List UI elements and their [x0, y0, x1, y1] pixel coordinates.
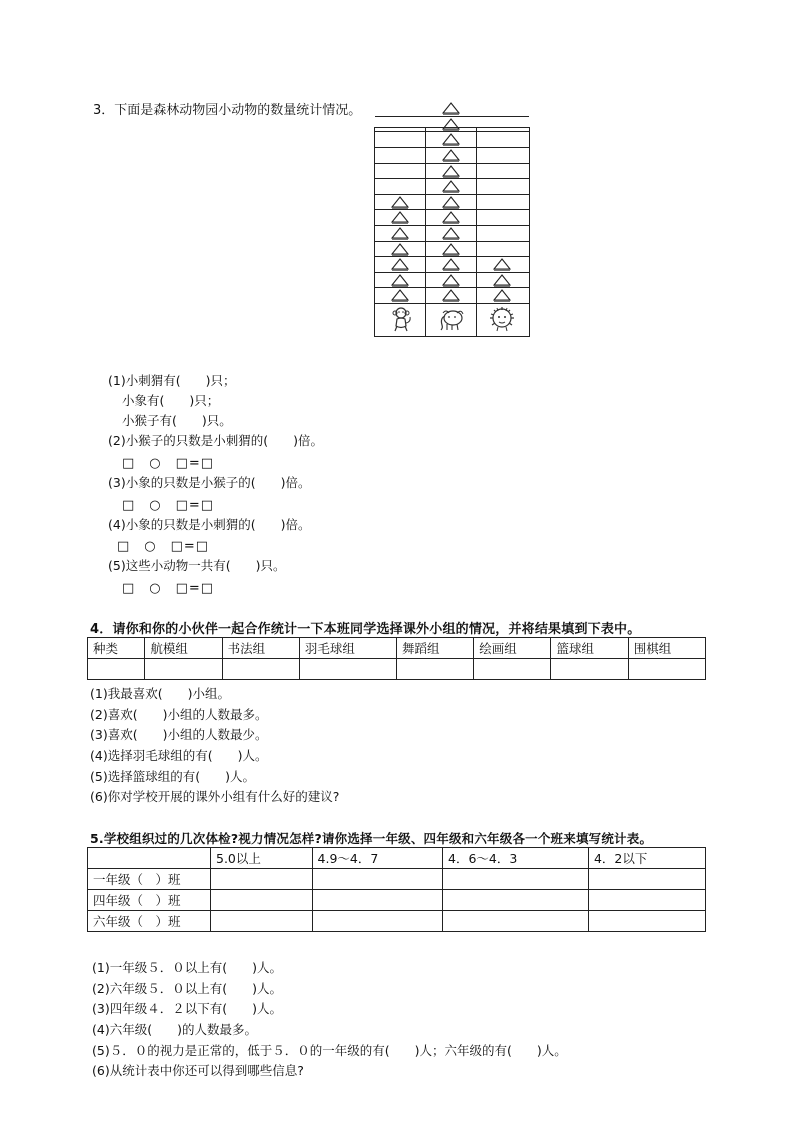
- row-label: 六年级（ ）班: [88, 911, 211, 932]
- table-cell[interactable]: [628, 659, 705, 680]
- q5-line-3: (3)四年级４．２以下有( )人。: [92, 1001, 282, 1016]
- table-cell[interactable]: [588, 869, 705, 890]
- table-header-cell: 4.9～4．7: [312, 848, 442, 869]
- pictograph-row-line: [375, 272, 529, 273]
- table-cell[interactable]: [299, 659, 396, 680]
- table-cell[interactable]: [211, 869, 313, 890]
- q3-equation: □ ○ □=□: [122, 581, 215, 596]
- table-cell[interactable]: [551, 659, 628, 680]
- table-row: [88, 638, 706, 659]
- table-cell[interactable]: [312, 890, 442, 911]
- table-header-cell: 航模组: [145, 638, 222, 659]
- q3-line-8: (4)小象的只数是小刺猬的( )倍。: [108, 517, 311, 532]
- q3-title: 3．下面是森林动物园小动物的数量统计情况。: [93, 103, 362, 118]
- table-header-cell: 篮球组: [551, 638, 628, 659]
- q3-equation: □ ○ □=□: [122, 456, 215, 471]
- pictograph-row-line: [375, 303, 529, 304]
- table-row: [88, 659, 706, 680]
- pictograph-row-line: [375, 256, 529, 257]
- table-header-cell: [88, 848, 211, 869]
- table-header-cell: 4．2以下: [588, 848, 705, 869]
- q5-line-4: (4)六年级( )的人数最多。: [92, 1022, 257, 1037]
- pictograph-row-line: [375, 225, 529, 226]
- table-header-cell: 书法组: [222, 638, 299, 659]
- q5-title: 5.学校组织过的几次体检?视力情况怎样?请你选择一年级、四年级和六年级各一个班来填写统计表。: [90, 831, 653, 846]
- table-cell[interactable]: [211, 890, 313, 911]
- q4-title: 4．请你和你的小伙伴一起合作统计一下本班同学选择课外小组的情况，并将结果填到下表中。: [90, 622, 641, 637]
- table-cell[interactable]: [443, 911, 589, 932]
- pictograph-row-line: [375, 287, 529, 288]
- q3-line-1: (1)小刺猬有( )只；: [108, 373, 236, 388]
- table-header-cell: 种类: [88, 638, 145, 659]
- pictograph-divider: [425, 128, 426, 336]
- pictograph-row-line: [375, 194, 529, 195]
- table-header-cell: 围棋组: [628, 638, 705, 659]
- pictograph-row-line: [375, 147, 529, 148]
- table-cell[interactable]: [312, 911, 442, 932]
- table-row: [88, 848, 706, 869]
- table-row: [88, 890, 706, 911]
- q4-line-4: (4)选择羽毛球组的有( )人。: [90, 748, 268, 763]
- table-header-cell: 5.0以上: [211, 848, 313, 869]
- table-row: [88, 911, 706, 932]
- table-header-cell: 绘画组: [474, 638, 551, 659]
- q3-line-3: 小猴子有( )只。: [122, 413, 232, 428]
- pictograph-row-line: [375, 178, 529, 179]
- row-label: 四年级（ ）班: [88, 890, 211, 911]
- table-cell[interactable]: [222, 659, 299, 680]
- table-header-cell: 羽毛球组: [299, 638, 396, 659]
- table-cell[interactable]: [588, 890, 705, 911]
- pictograph-chart: [374, 127, 530, 337]
- pictograph-row-line: [375, 209, 529, 210]
- q5-line-6: (6)从统计表中你还可以得到哪些信息?: [92, 1063, 304, 1078]
- q4-line-1: (1)我最喜欢( )小组。: [90, 686, 230, 701]
- table-cell[interactable]: [443, 890, 589, 911]
- hedgehog-icon: [488, 306, 516, 336]
- pictograph-row-line: [375, 116, 529, 117]
- pictograph-divider: [476, 128, 477, 336]
- q3-line-4: (2)小猴子的只数是小刺猬的( )倍。: [108, 433, 323, 448]
- pictograph-row-line: [375, 241, 529, 242]
- q4-line-2: (2)喜欢( )小组的人数最多。: [90, 707, 268, 722]
- q3-equation: □ ○ □=□: [117, 539, 210, 554]
- table-header-cell: 4．6～4．3: [443, 848, 589, 869]
- table-cell[interactable]: [588, 911, 705, 932]
- table-cell[interactable]: [396, 659, 473, 680]
- table-cell[interactable]: [443, 869, 589, 890]
- table-cell[interactable]: [312, 869, 442, 890]
- q4-line-5: (5)选择篮球组的有( )人。: [90, 769, 255, 784]
- q5-line-5: (5)５．０的视力是正常的，低于５．０的一年级的有( )人；六年级的有( )人。: [92, 1043, 567, 1058]
- elephant-icon: [437, 308, 467, 336]
- table-cell[interactable]: [145, 659, 222, 680]
- activity-group-table: [87, 637, 706, 680]
- q5-line-1: (1)一年级５．０以上有( )人。: [92, 960, 282, 975]
- q3-line-6: (3)小象的只数是小猴子的( )倍。: [108, 475, 311, 490]
- table-cell[interactable]: [88, 659, 145, 680]
- pictograph-row-line: [375, 131, 529, 132]
- q5-line-2: (2)六年级５．０以上有( )人。: [92, 981, 282, 996]
- vision-stats-table: [87, 847, 706, 932]
- table-cell[interactable]: [211, 911, 313, 932]
- pictograph-row-line: [375, 163, 529, 164]
- table-header-cell: 舞蹈组: [396, 638, 473, 659]
- q3-line-10: (5)这些小动物一共有( )只。: [108, 558, 286, 573]
- table-cell[interactable]: [474, 659, 551, 680]
- monkey-icon: [389, 306, 413, 336]
- row-label: 一年级（ ）班: [88, 869, 211, 890]
- q4-line-3: (3)喜欢( )小组的人数最少。: [90, 727, 268, 742]
- q3-equation: □ ○ □=□: [122, 498, 215, 513]
- q3-line-2: 小象有( )只；: [122, 393, 220, 408]
- q4-line-6: (6)你对学校开展的课外小组有什么好的建议?: [90, 789, 340, 804]
- table-row: [88, 869, 706, 890]
